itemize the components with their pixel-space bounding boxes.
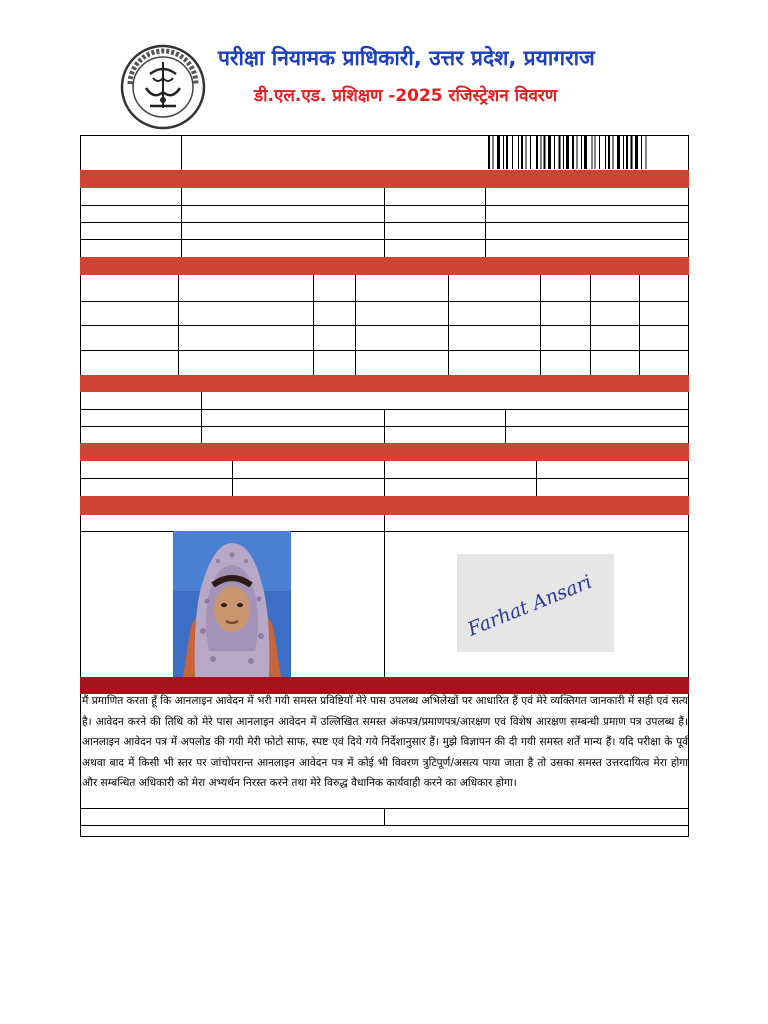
up-government-emblem-icon: [120, 44, 206, 130]
page-subtitle: डी.एल.एड. प्रशिक्षण -2025 रजिस्ट्रेशन विवरण: [254, 86, 558, 106]
section-band-4: [80, 443, 689, 461]
registration-form: [80, 135, 689, 837]
section-band-5: [80, 496, 689, 515]
candidate-signature: [457, 554, 614, 652]
barcode: [486, 135, 689, 170]
signature-text: Farhat Ansari: [464, 570, 596, 641]
section-band-2: [80, 257, 689, 275]
declaration-text: मैं प्रमाणित करता हूँ कि आनलाइन आवेदन में भरी गयी समस्त प्रविष्टियाँ मेरे पास उपलब्ध अभिलेखों पर आधारित हैं एवं मेरे व्यक्तिगत जानकारी में सही एवं सत्य है। आवेदन करने की तिथि को मेरे पास आनलाइन आवेदन में उल्लिखित समस्त अंकपत्र/प्रमाणपत्र/आरक्षण एवं विशेष आरक्षण सम्बन्धी प्रमाण पत्र उपलब्ध हैं। आनलाइन आवेदन पत्र में अपलोड की गयी मेरी फोटो साफ, स्पष्ट एवं दिये गये निर्देशानुसार हैं। मुझे विज्ञापन की दी गयी समस्त शर्तें मान्य हैं। यदि परीक्षा के पूर्व अथवा बाद में किसी भी स्तर पर जांचोपरान्त आनलाइन आवेदन पत्र में कोई भी विवरण त्रुटिपूर्ण/असत्य पाया जाता है तो उसका समस्त उत्तरदायित्व मेरा होगा और सम्बन्धित अधिकारी को मेरा अभ्यर्थन निरस्त करने तथा मेरे विरुद्ध वैधानिक कार्यवाही करने का अधिकार होगा।: [82, 695, 688, 790]
section-band-3: [80, 375, 689, 392]
candidate-photo: [173, 531, 291, 677]
page-title: परीक्षा नियामक प्राधिकारी, उत्तर प्रदेश, प्रयागराज: [218, 46, 595, 70]
section-band-1: [80, 170, 689, 188]
